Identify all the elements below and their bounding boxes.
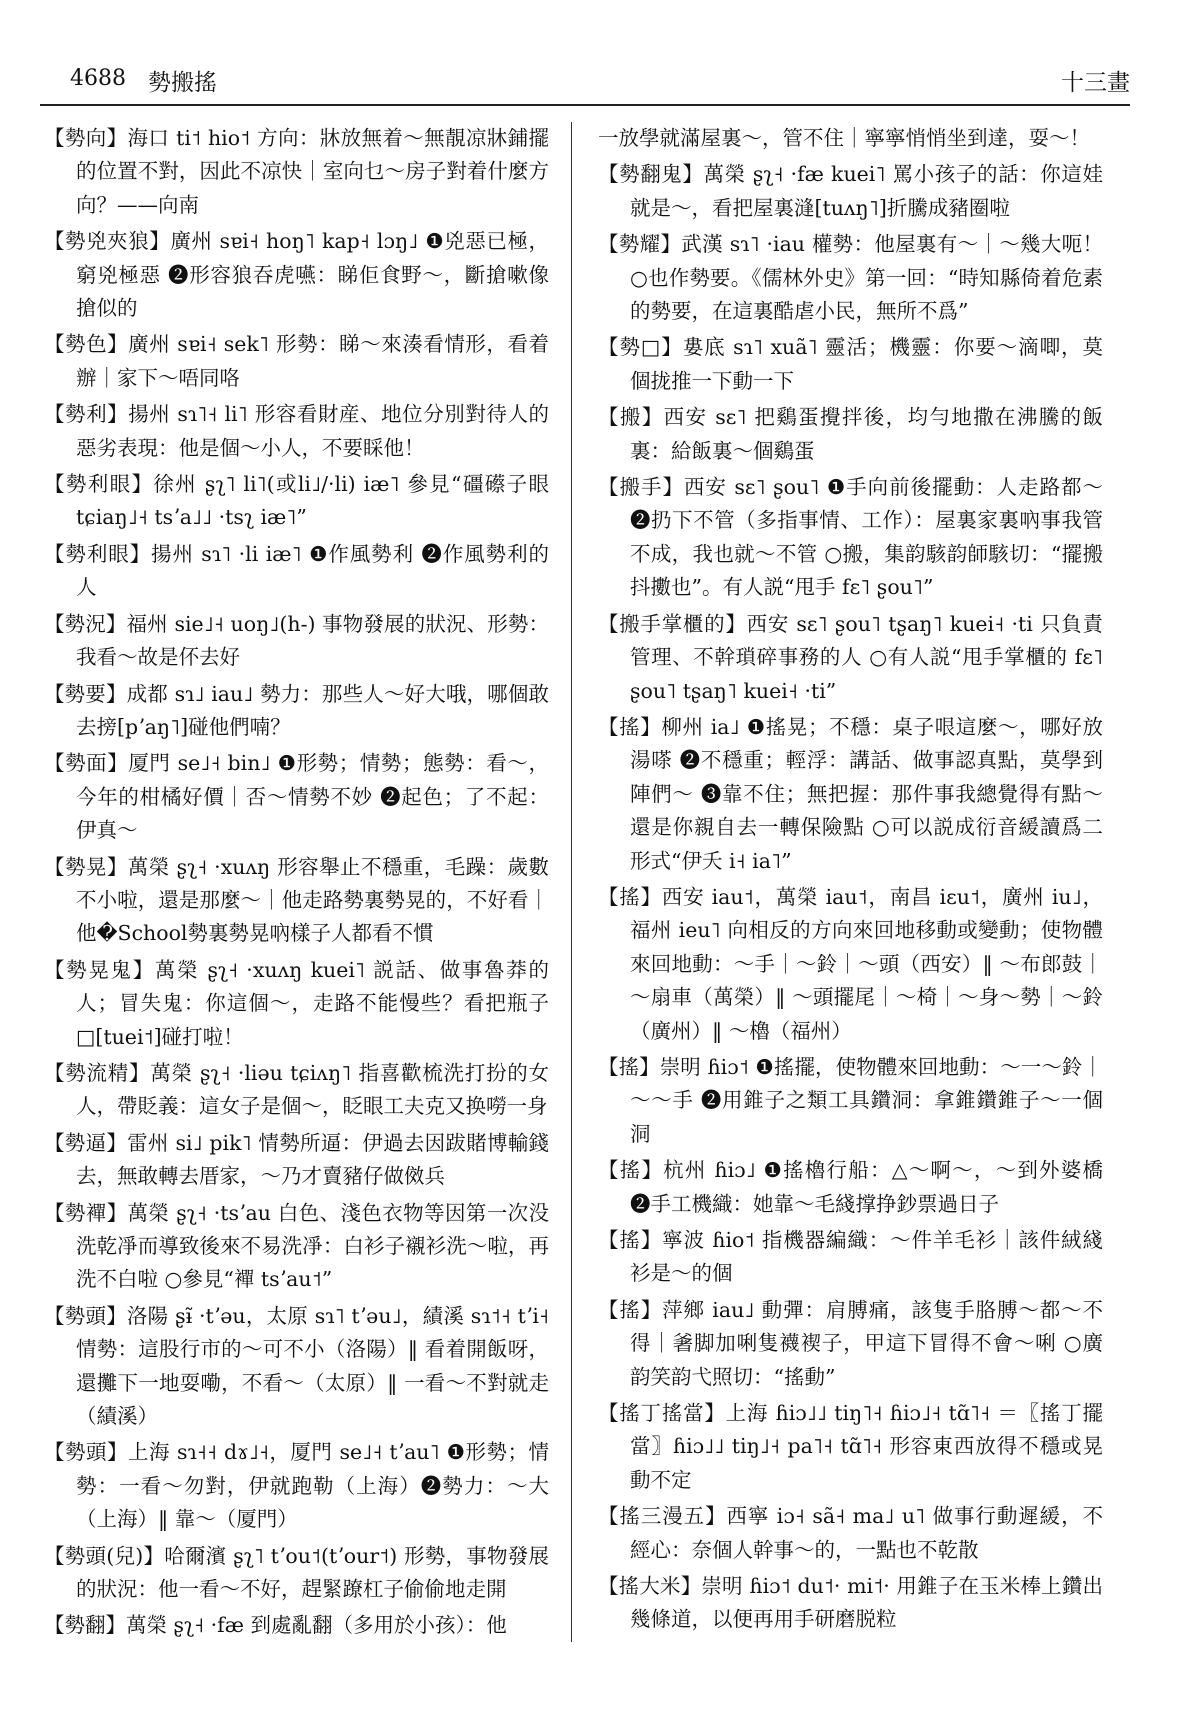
dictionary-entry: 【搬手掌櫃的】西安 sɛ˥ ʂou˥ tʂaŋ˥ kuei˧ ·ti 只負責管理、不幹瑣碎事務的人 ○有人説“甩手掌櫃的 fɛ˥ ʂou˥ tʂaŋ˥ kuei˧ ·ti” (598, 611, 1103, 703)
dictionary-entry: 【勢利】揚州 sɿ˥˧ li˥ 形容看財産、地位分別對待人的惡劣表現：他是個～小人，不要睬他！ (44, 402, 549, 460)
dictionary-entry: 一放學就滿屋裏～，管不住｜寧寧悄悄坐到達，耍～！ (598, 126, 1090, 150)
dictionary-entry: 【勢逼】雷州 si˩ pik˥ 情勢所逼：伊過去因跋賭博輸錢去，無敢轉去厝家，～乃才賣豬仔做傚兵 (44, 1130, 549, 1189)
dictionary-entry: 【勢色】廣州 sɐi˧ sek˥ 形勢：睇～來湊看情形，看着辦｜家下～唔同咯 (44, 332, 549, 390)
dictionary-entry: 【勢況】福州 sie˩˧ uoŋ˩(h-) 事物發展的狀況、形勢：我看～故是伓去好 (44, 611, 549, 670)
dictionary-entry: 【勢翻鬼】萬榮 ʂʅ˧ ·fæ kuei˥ 罵小孩子的話：你這娃就是～，看把屋裏漨[tuʌŋ˥]折騰成豬圈啦 (598, 162, 1103, 220)
column-divider (571, 122, 572, 1642)
dictionary-entry: 【勢翻】萬榮 ʂʅ˧ ·fæ 到處亂翻（多用於小孩）：他 (44, 1613, 507, 1638)
dictionary-entry: 【勢利眼】徐州 ʂʅ˥ li˥(或li˩/·li) iæ˥ 參見“礓礤子眼 tɕiaŋ˩˧ tsʼa˩˩ ·tsʅ iæ˥” (44, 472, 549, 530)
section-title: 十三畫 (1061, 70, 1130, 96)
dictionary-entry: 【勢耀】武漢 sɿ˥ ·iau 權勢：他屋裏有～｜～幾大呃！○也作勢要。《儒林外史》第一回：“時知縣倚着危素的勢要，在這裏酷虐小民，無所不爲” (598, 232, 1103, 324)
dictionary-entry: 【勢□】婁底 sɿ˥ xuã˥ 靈活；機靈：你要～滴唧，莫個拢推一下動一下 (598, 335, 1103, 393)
dictionary-entry: 【搖】寧波 ɦio˦ 指機器編織：～件羊毛衫｜該件絨綫衫是～的個 (598, 1228, 1103, 1286)
dictionary-entry: 【搖】崇明 ɦiɔ˦ ❶搖擺，使物體來回地動：～一～鈴｜～～手 ❷用錐子之類工具鑽洞：拿錐鑽錐子～一個洞 (598, 1054, 1103, 1146)
dictionary-entry: 【勢晃】萬榮 ʂʅ˧ ·xuʌŋ 形容舉止不穩重，毛躁：歲數不小啦，還是那麼～｜他走路勢裏勢晃的，不好看｜他�School勢裏勢晃吶樣子人都看不慣 (44, 854, 549, 946)
dictionary-entry: 【勢要】成都 sɿ˩ iau˩ 勢力：那些人～好大哦，哪個敢去搒[pʼaŋ˥]碰他們喃？ (44, 681, 549, 739)
running-head-word: 勢搬搖 (148, 70, 217, 96)
header-rule (40, 104, 1130, 106)
page-header (70, 58, 1130, 98)
dictionary-entry: 【搖】西安 iau˦，萬榮 iau˦，南昌 iɛu˦，廣州 iu˩，福州 ieu˥ 向相反的方向來回地移動或變動；使物體來回地動：～手｜～鈴｜～頭（西安）‖ ～布郎鼓｜～扇車（萬榮）‖ ～頭擺尾｜～椅｜～身～勢｜～鈴（廣州）‖ ～櫓（福州） (598, 884, 1103, 1043)
dictionary-entry: 【勢頭(兒)】哈爾濱 ʂʅ˥ tʼou˦(tʼour˦) 形勢，事物發展的狀況：他一看～不好，趕緊蹽杠子偷偷地走開 (44, 1543, 549, 1602)
right-column (598, 122, 1103, 1640)
dictionary-entry: 【勢襌】萬榮 ʂʅ˧ ·tsʼau 白色、淺色衣物等因第一次没洗乾凈而導致後來不易洗凈：白衫子襯衫洗～啦，再洗不白啦 ○參見“襌 tsʼau˦” (44, 1200, 549, 1292)
dictionary-entry: 【搬手】西安 sɛ˥ ʂou˥ ❶手向前後擺動：人走路都～ ❷扔下不管（多指事情、工作）：屋裏家裏吶事我管不成，我也就～不管 ○搬，集韵駭韵師駭切：“擺搬抖擻也”。有人説“甩手 fɛ˥ ʂou˥” (598, 475, 1103, 600)
page-number: 4688 (70, 66, 126, 91)
dictionary-entry: 【勢利眼】揚州 sɿ˥ ·li iæ˥ ❶作風勢利 ❷作風勢利的人 (44, 541, 549, 600)
dictionary-entry: 【搖三漫五】西寧 iɔ˧ sã˧ ma˩ u˥ 做事行動遲緩，不經心：奈個人幹事～的，一點也不乾散 (598, 1504, 1103, 1562)
dictionary-entry: 【搖】杭州 ɦiɔ˩ ❶搖櫓行船：△～啊～，～到外婆橋 ❷手工機織：她靠～毛綫撑挣鈔票過日子 (598, 1158, 1103, 1216)
dictionary-entry: 【勢晃鬼】萬榮 ʂʅ˧ ·xuʌŋ kuei˥ 説話、做事魯莽的人；冒失鬼：你這個～，走路不能慢些？看把瓶子□[tuei˦]碰打啦！ (44, 957, 549, 1049)
dictionary-entry: 【搖】柳州 ia˩ ❶搖晃；不穩：桌子哏這麼～，哪好放湯嗏 ❷不穩重；輕浮：講話、做事認真點，莫學到陣們～ ❸靠不住；無把握：那件事我總覺得有點～還是你親自去一轉保險點 ○可以説成衍音緩讀爲二形式“伊夭 i˧ ia˥” (598, 714, 1103, 873)
dictionary-entry: 【搖大米】崇明 ɦiɔ˦ du˦· mi˦· 用錐子在玉米棒上鑽出幾條道，以便再用手研磨脱粒 (598, 1574, 1103, 1632)
dictionary-entry: 【搖丁搖當】上海 ɦiɔ˩˩ tiŋ˥˧ ɦiɔ˩˧ tɑ̃˥˧ ＝〖搖丁擺當〗ɦiɔ˩˩ tiŋ˩˧ pa˥˧ tɑ̃˥˧ 形容東西放得不穩或晃動不定 (598, 1401, 1103, 1492)
dictionary-entry: 【勢頭】洛陽 ʂɨ̃ ·tʼəu，太原 sɿ˥ tʼəu˩，績溪 sɿ˦˧ tʼi˧ 情勢：這股行市的～可不小（洛陽）‖ 看着開飯呀，還攤下一地耍嘞，不看～（太原）‖ 一看～不對就走（績溪） (44, 1303, 549, 1429)
dictionary-entry: 【勢向】海口 ti˦ hio˦ 方向：牀放無着～無靚凉牀鋪擺的位置不對，因此不凉快｜室向乜～房子對着什麼方向？——向南 (44, 126, 549, 217)
dictionary-entry: 【勢兇夾狼】廣州 sɐi˧ hoŋ˥ kap˧ lɔŋ˩ ❶兇惡已極，窮兇極惡 ❷形容狼吞虎嚥：睇佢食野～，斷搶嗽像搶似的 (44, 229, 549, 321)
dictionary-entry: 【搖】萍鄉 iau˩ 動彈：肩膊痛，該隻手胳膊～都～不得｜㸙脚加唎隻襪褉子，甲這下冒得不會～唎 ○廣韵笑韵弋照切：“搖動” (598, 1297, 1103, 1389)
dictionary-entry: 【勢面】厦門 se˩˧ bin˩ ❶形勢；情勢；態勢：看～，今年的柑橘好價｜否～情勢不妙 ❷起色；了不起：伊真～ (44, 751, 549, 843)
dictionary-entry: 【勢流精】萬榮 ʂʅ˧ ·liəu tɕiʌŋ˥ 指喜歡梳洗打扮的女人，帶貶義：這女子是個～，眨眼工夫克又换嘮一身 (44, 1060, 549, 1119)
left-column (44, 122, 549, 1646)
dictionary-entry: 【搬】西安 sɛ˥ 把鷄蛋攪拌後，均勻地撒在沸騰的飯裏：給飯裏～個鷄蛋 (598, 405, 1103, 463)
dictionary-entry: 【勢頭】上海 sɿ˧˧ dɤ˩˧，厦門 se˩˧ tʼau˥ ❶形勢；情勢：一看～勿對，伊就跑勒（上海）❷勢力：～大（上海）‖ 靠～（厦門） (44, 1440, 549, 1532)
